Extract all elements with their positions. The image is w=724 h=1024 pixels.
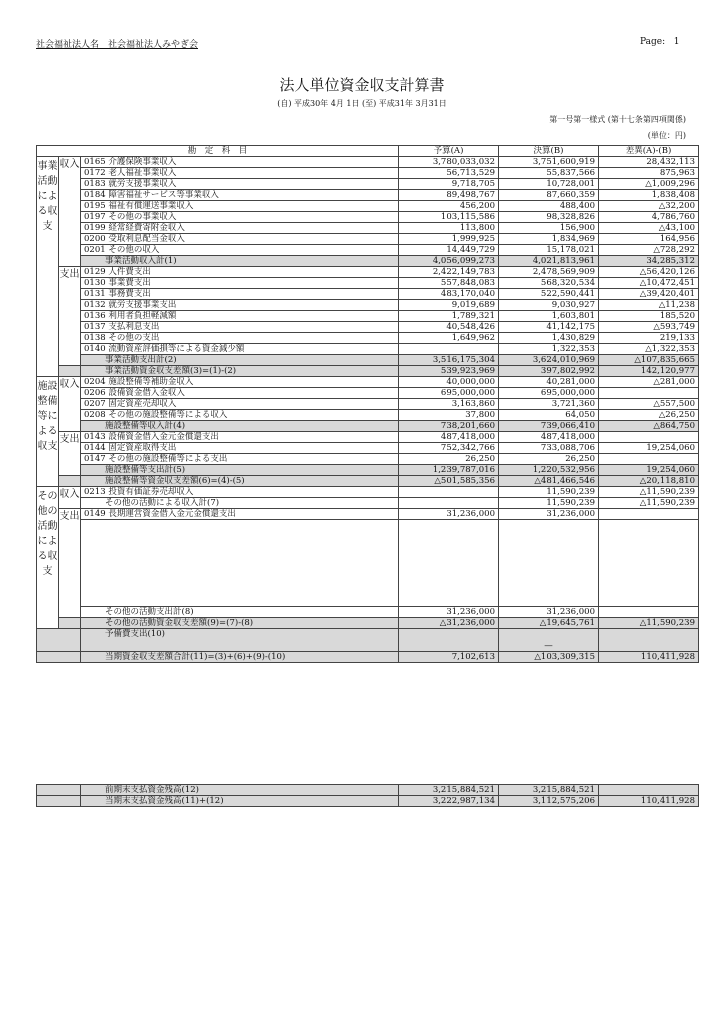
table-row (37, 157, 699, 168)
budget-value: 113,800 (399, 223, 499, 234)
unit-note: (単位：円) (647, 131, 686, 140)
account-name: 0172 老人福祉事業収入 (81, 168, 399, 179)
table-row (37, 443, 699, 454)
account-name: 0207 固定資産売却収入 (81, 399, 399, 410)
budget-value: 539,923,969 (399, 366, 499, 377)
actual-value: 40,281,000 (499, 377, 599, 388)
cash-flow-table (36, 145, 699, 663)
actual-value: 522,590,441 (499, 289, 599, 300)
table-row (37, 454, 699, 465)
actual-value: 15,178,021 (499, 245, 599, 256)
page-number: 1 (673, 37, 680, 47)
budget-value: 695,000,000 (399, 388, 499, 399)
account-name: その他の活動資金収支差額(9)=(7)-(8) (81, 618, 399, 629)
diff-value (599, 454, 699, 465)
diff-value: △864,750 (599, 421, 699, 432)
budget-value: 487,418,000 (399, 432, 499, 443)
cash-balance-row (37, 785, 699, 796)
diff-value: △20,118,810 (599, 476, 699, 487)
budget-value: 26,250 (399, 454, 499, 465)
actual-value: 3,751,600,919 (499, 157, 599, 168)
account-name: 0149 長期運営資金借入金元金償還支出 (81, 509, 399, 520)
actual-value (499, 520, 599, 607)
header-row (37, 146, 699, 157)
account-name: 0213 投資有価証券売却収入 (81, 487, 399, 498)
actual-value: △19,645,761 (499, 618, 599, 629)
document-title: 法人単位資金収支計算書 (279, 76, 445, 94)
actual-value: 64,050 (499, 410, 599, 421)
table-row (37, 201, 699, 212)
account-name: 0137 支払利息支出 (81, 322, 399, 333)
diff-value: △56,420,126 (599, 267, 699, 278)
col-account: 勘 定 科 目 (37, 146, 399, 157)
balance-spacer (59, 476, 81, 487)
budget-value: 738,201,660 (399, 421, 499, 432)
table-row (37, 300, 699, 311)
col-budget: 予算(A) (399, 146, 499, 157)
balance-table (36, 784, 699, 807)
actual-value: 1,834,969 (499, 234, 599, 245)
actual-value: — (499, 629, 599, 652)
budget-value: 1,789,321 (399, 311, 499, 322)
diff-value: △43,100 (599, 223, 699, 234)
diff-value: 164,956 (599, 234, 699, 245)
budget-value (399, 344, 499, 355)
account-name: 0206 設備資金借入金収入 (81, 388, 399, 399)
cash-balance-row (37, 796, 699, 807)
budget-value: 9,718,705 (399, 179, 499, 190)
subsection-income-label: 収入 (59, 487, 81, 509)
budget-value: 3,780,033,032 (399, 157, 499, 168)
section-operating-label: 事業活動による収支 (37, 157, 59, 377)
subtotal-row (37, 421, 699, 432)
diff-value: △728,292 (599, 245, 699, 256)
budget-value: 557,848,083 (399, 278, 499, 289)
account-name: 事業活動資金収支差額(3)=(1)-(2) (81, 366, 399, 377)
section-other-label: その他の活動による収支 (37, 487, 59, 629)
diff-value: △593,749 (599, 322, 699, 333)
account-name: 当期資金収支差額合計(11)=(3)+(6)+(9)-(10) (81, 652, 399, 663)
subsection-income-label: 収入 (59, 377, 81, 432)
table-row (37, 322, 699, 333)
budget-value: 31,236,000 (399, 607, 499, 618)
diff-value: △32,200 (599, 201, 699, 212)
diff-value: △281,000 (599, 377, 699, 388)
account-name: 0183 就労支援事業収入 (81, 179, 399, 190)
budget-value: 14,449,729 (399, 245, 499, 256)
reserve-row (37, 629, 699, 652)
account-name: その他の活動支出計(8) (81, 607, 399, 618)
diff-value: △557,500 (599, 399, 699, 410)
account-name: 0195 福祉有償運送事業収入 (81, 201, 399, 212)
budget-value (399, 629, 499, 652)
diff-value (599, 432, 699, 443)
table-row (37, 509, 699, 520)
table-row (37, 377, 699, 388)
actual-value: 3,624,010,969 (499, 355, 599, 366)
diff-value: 19,254,060 (599, 443, 699, 454)
balance-spacer (37, 785, 81, 796)
budget-value: 103,115,586 (399, 212, 499, 223)
table-row (37, 399, 699, 410)
diff-value: △26,250 (599, 410, 699, 421)
diff-value: △1,009,296 (599, 179, 699, 190)
actual-value: 2,478,569,909 (499, 267, 599, 278)
budget-value: 89,498,767 (399, 190, 499, 201)
budget-value: 3,516,175,304 (399, 355, 499, 366)
table-row (37, 311, 699, 322)
actual-value: 733,088,706 (499, 443, 599, 454)
account-name: 0201 その他の収入 (81, 245, 399, 256)
account-name: 0140 流動資産評価損等による資金減少額 (81, 344, 399, 355)
organization-name: 社会福祉法人名 社会福祉法人みやぎ会 (36, 40, 199, 50)
table-row (37, 212, 699, 223)
diff-value: 1,838,408 (599, 190, 699, 201)
diff-value: △107,835,665 (599, 355, 699, 366)
account-name: 施設整備等収入計(4) (81, 421, 399, 432)
actual-value: 26,250 (499, 454, 599, 465)
actual-value: 4,021,813,961 (499, 256, 599, 267)
subsection-expense-label: 支出 (59, 509, 81, 618)
subsection-expense-label: 支出 (59, 432, 81, 476)
page-indicator (640, 37, 679, 47)
account-name: その他の活動による収入計(7) (81, 498, 399, 509)
balance-row (37, 618, 699, 629)
diff-value: 219,133 (599, 333, 699, 344)
actual-value: 87,660,359 (499, 190, 599, 201)
budget-value: 7,102,613 (399, 652, 499, 663)
actual-value: 31,236,000 (499, 509, 599, 520)
diff-value: 28,432,113 (599, 157, 699, 168)
form-note: 第一号第一様式 (第十七条第四項関係) (549, 115, 686, 124)
budget-value (399, 520, 499, 607)
diff-value: 875,963 (599, 168, 699, 179)
actual-value: 487,418,000 (499, 432, 599, 443)
subtotal-row (37, 355, 699, 366)
actual-value: 1,603,801 (499, 311, 599, 322)
diff-value: 34,285,312 (599, 256, 699, 267)
actual-value: 1,220,532,956 (499, 465, 599, 476)
table-row (37, 179, 699, 190)
diff-value (599, 520, 699, 607)
balance-row (37, 366, 699, 377)
account-name: 0132 就労支援事業支出 (81, 300, 399, 311)
diff-value: 19,254,060 (599, 465, 699, 476)
balance-spacer (37, 796, 81, 807)
diff-value (599, 629, 699, 652)
account-name: 0131 事務費支出 (81, 289, 399, 300)
balance-spacer (59, 366, 81, 377)
subsection-income-label: 収入 (59, 157, 81, 267)
budget-value: 752,342,766 (399, 443, 499, 454)
account-name: 施設整備等支出計(5) (81, 465, 399, 476)
diff-value: 4,786,760 (599, 212, 699, 223)
budget-value: △31,236,000 (399, 618, 499, 629)
diff-value: 110,411,928 (599, 652, 699, 663)
actual-value: 55,837,566 (499, 168, 599, 179)
diff-value: △11,590,239 (599, 487, 699, 498)
table-row (37, 344, 699, 355)
diff-value: △39,420,401 (599, 289, 699, 300)
account-name: 0130 事業費支出 (81, 278, 399, 289)
actual-value: 1,322,353 (499, 344, 599, 355)
actual-value: 10,728,001 (499, 179, 599, 190)
budget-value (399, 498, 499, 509)
actual-value: 488,400 (499, 201, 599, 212)
diff-value: △11,238 (599, 300, 699, 311)
balance-spacer (59, 618, 81, 629)
table-row (37, 267, 699, 278)
actual-value: △103,309,315 (499, 652, 599, 663)
budget-value: △501,585,356 (399, 476, 499, 487)
diff-value (599, 388, 699, 399)
account-name: 0200 受取利息配当金収入 (81, 234, 399, 245)
actual-value: 1,430,829 (499, 333, 599, 344)
subtotal-row (37, 465, 699, 476)
empty-row (37, 520, 699, 607)
account-name: 施設整備等資金収支差額(6)=(4)-(5) (81, 476, 399, 487)
table-row (37, 333, 699, 344)
diff-value: △11,590,239 (599, 498, 699, 509)
budget-value (399, 487, 499, 498)
actual-value: 695,000,000 (499, 388, 599, 399)
account-name: 0184 障害福祉サービス等事業収入 (81, 190, 399, 201)
account-name: 0199 経常経費寄附金収入 (81, 223, 399, 234)
col-diff: 差異(A)-(B) (599, 146, 699, 157)
diff-value: 142,120,977 (599, 366, 699, 377)
budget-value: 1,999,925 (399, 234, 499, 245)
budget-value: 40,548,426 (399, 322, 499, 333)
budget-value: 1,649,962 (399, 333, 499, 344)
balance-row (37, 476, 699, 487)
actual-value: 568,320,534 (499, 278, 599, 289)
actual-value: 98,328,826 (499, 212, 599, 223)
table-row (37, 388, 699, 399)
budget-value: 483,170,040 (399, 289, 499, 300)
subtotal-row (37, 607, 699, 618)
actual-value: 739,066,410 (499, 421, 599, 432)
account-name (81, 520, 399, 607)
actual-value: 9,030,927 (499, 300, 599, 311)
account-name: 0147 その他の施設整備等による支出 (81, 454, 399, 465)
account-name: 0136 利用者負担軽減額 (81, 311, 399, 322)
account-name: 予備費支出(10) (81, 629, 399, 652)
account-name: 0197 その他の事業収入 (81, 212, 399, 223)
actual-value: △481,466,546 (499, 476, 599, 487)
account-name: 事業活動支出計(2) (81, 355, 399, 366)
subsection-expense-label: 支出 (59, 267, 81, 366)
table-row (37, 190, 699, 201)
actual-value: 41,142,175 (499, 322, 599, 333)
budget-value: 40,000,000 (399, 377, 499, 388)
table-row (37, 168, 699, 179)
account-name: 0144 固定資産取得支出 (81, 443, 399, 454)
actual-value: 156,900 (499, 223, 599, 234)
diff-value (599, 785, 699, 796)
table-row (37, 289, 699, 300)
budget-value: 9,019,689 (399, 300, 499, 311)
account-name: 0138 その他の支出 (81, 333, 399, 344)
table-row (37, 223, 699, 234)
table-row (37, 410, 699, 421)
budget-value: 3,215,884,521 (399, 785, 499, 796)
account-name: 0143 設備資金借入金元金償還支出 (81, 432, 399, 443)
actual-value: 3,721,360 (499, 399, 599, 410)
total-row (37, 652, 699, 663)
actual-value: 31,236,000 (499, 607, 599, 618)
budget-value: 1,239,787,016 (399, 465, 499, 476)
actual-value: 397,802,992 (499, 366, 599, 377)
actual-value: 11,590,239 (499, 487, 599, 498)
table-row (37, 245, 699, 256)
table-row (37, 432, 699, 443)
budget-value: 37,800 (399, 410, 499, 421)
budget-value: 4,056,099,273 (399, 256, 499, 267)
table-row (37, 278, 699, 289)
budget-value: 3,222,987,134 (399, 796, 499, 807)
col-actual: 決算(B) (499, 146, 599, 157)
table-row (37, 487, 699, 498)
reserve-spacer (37, 629, 81, 652)
diff-value: △1,322,353 (599, 344, 699, 355)
page-label: Page: (640, 37, 666, 47)
subtotal-row (37, 498, 699, 509)
subtotal-row (37, 256, 699, 267)
budget-value: 456,200 (399, 201, 499, 212)
diff-value: △11,590,239 (599, 618, 699, 629)
diff-value: 110,411,928 (599, 796, 699, 807)
total-spacer (37, 652, 81, 663)
account-name: 0208 その他の施設整備等による収入 (81, 410, 399, 421)
account-name: 事業活動収入計(1) (81, 256, 399, 267)
budget-value: 3,163,860 (399, 399, 499, 410)
actual-value: 11,590,239 (499, 498, 599, 509)
diff-value: 185,520 (599, 311, 699, 322)
table-row (37, 234, 699, 245)
account-name: 当期末支払資金残高(11)+(12) (81, 796, 399, 807)
actual-value: 3,112,575,206 (499, 796, 599, 807)
budget-value: 2,422,149,783 (399, 267, 499, 278)
account-name: 前期末支払資金残高(12) (81, 785, 399, 796)
actual-value: 3,215,884,521 (499, 785, 599, 796)
section-facility-label: 施設整備等による収支 (37, 377, 59, 487)
account-name: 0129 人件費支出 (81, 267, 399, 278)
diff-value: △10,472,451 (599, 278, 699, 289)
fiscal-period: (自) 平成30年 4月 1日 (至) 平成31年 3月31日 (277, 99, 447, 108)
diff-value (599, 607, 699, 618)
account-name: 0165 介護保険事業収入 (81, 157, 399, 168)
diff-value (599, 509, 699, 520)
account-name: 0204 施設整備等補助金収入 (81, 377, 399, 388)
budget-value: 31,236,000 (399, 509, 499, 520)
budget-value: 56,713,529 (399, 168, 499, 179)
